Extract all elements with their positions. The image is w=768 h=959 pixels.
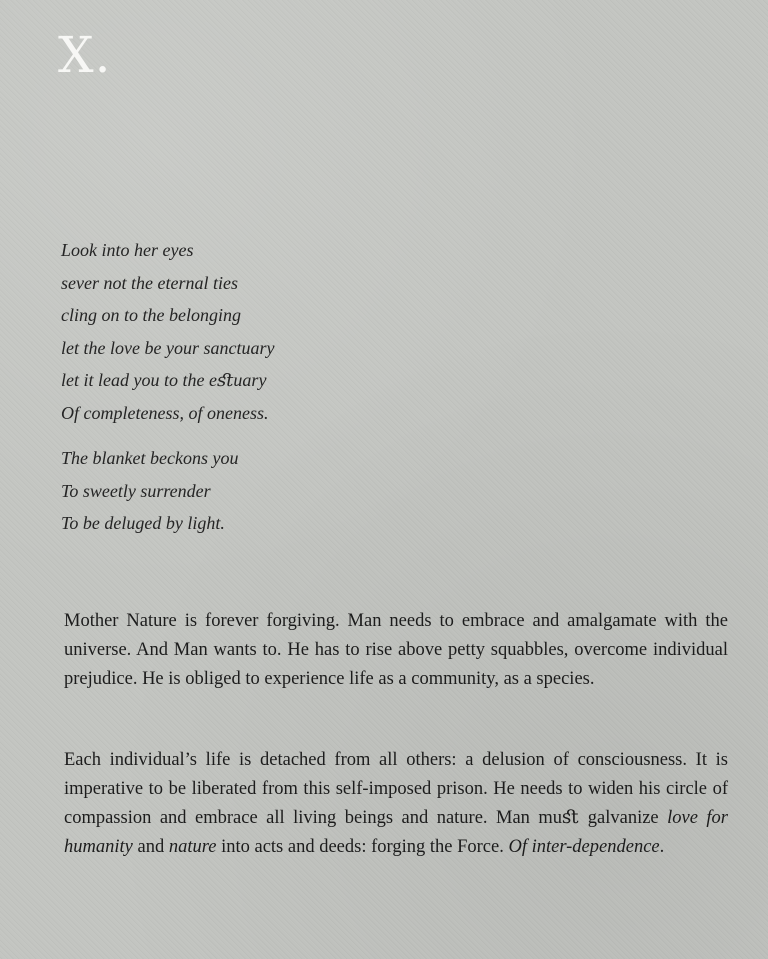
poem-line: sever not the eternal ties [61, 272, 238, 293]
emphasis-text: Of inter-dependence [508, 837, 660, 857]
prose-paragraph-1: Mother Nature is forever forgiving. Man needs to embrace and amalgamate with the universe. And Man wants to. He has to rise above petty squabbles, overcome individual prejudice. He is obliged to experience life as a community, as a species. [64, 611, 728, 689]
emphasis-text: love for humanity [64, 808, 729, 857]
prose-paragraph-2 [64, 746, 728, 862]
prose-text: and [132, 837, 169, 857]
poem-stanza-1 [61, 234, 274, 429]
poem-line: To sweetly surrender [61, 480, 211, 501]
emphasis-text: nature [168, 837, 217, 857]
poem-line: To be deluged by light. [61, 513, 225, 533]
poem-line: Look into her eyes [61, 240, 194, 260]
poem-line: Of completeness, of oneness. [61, 402, 269, 423]
poem-line: The blanket beckons you [61, 448, 239, 468]
prose-text: into acts and deeds: forging the Force. [216, 837, 509, 857]
poem-line: let the love be your sanctuary [61, 337, 275, 358]
chapter-numeral: X. [58, 26, 112, 84]
poem-line: let it lead you to the eﬆuary [61, 370, 267, 390]
poem-stanza-2 [61, 442, 238, 540]
prose-text: . [659, 837, 665, 857]
prose-text: Each individual’s life is detached from all others: a delusion of consciousness. It is imperative to be liberated from this self-imposed prison. He needs to widen his circle of compassion and embrace all living beings and nature. Man muﬆ galvanize [64, 750, 728, 828]
poem-line: cling on to the belonging [61, 305, 241, 325]
